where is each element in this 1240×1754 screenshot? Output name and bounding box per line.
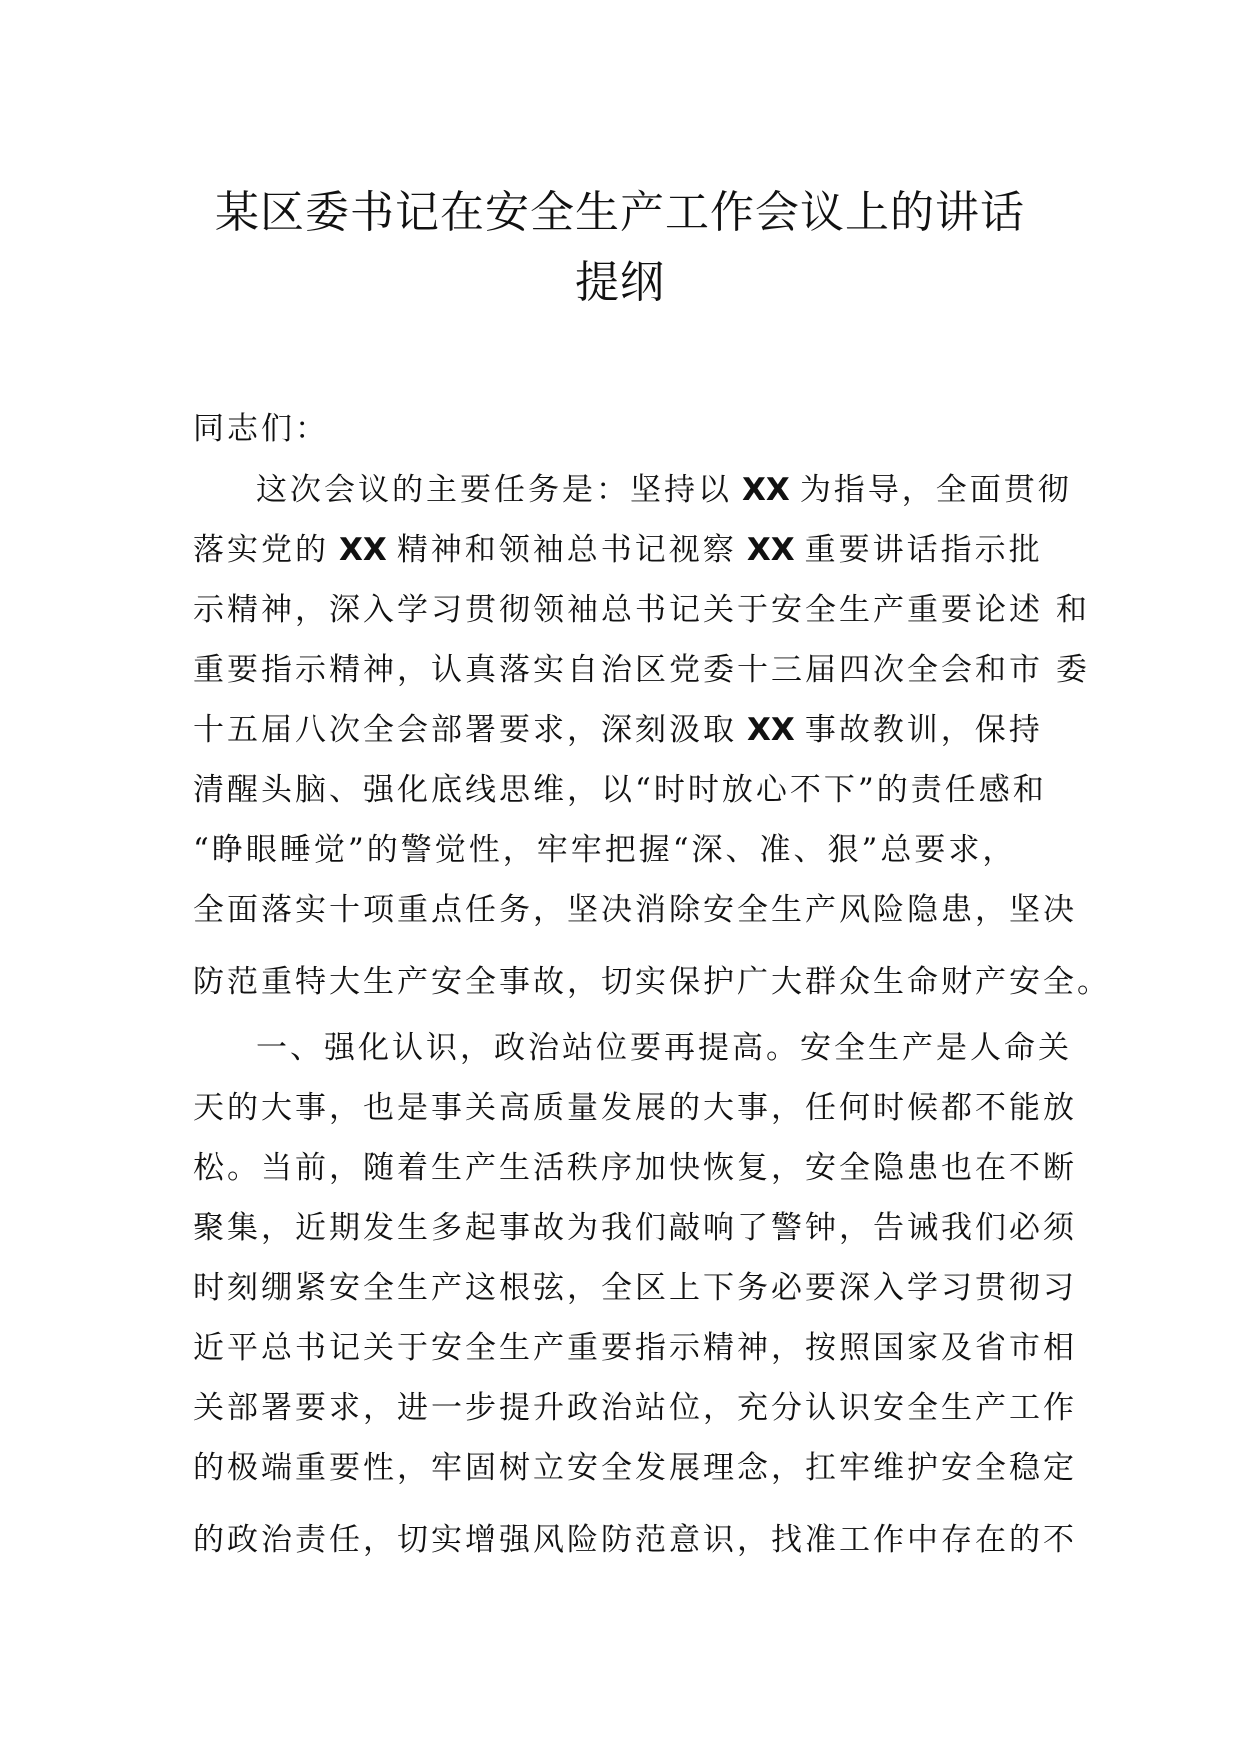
text-run: 精神和领袖总书记视察 (396, 532, 737, 568)
paragraph-line (193, 520, 1053, 580)
paragraph-line: 全面落实十项重点任务，坚决消除安全生产风险隐患，坚决 (193, 892, 1077, 928)
paragraph-intro (193, 460, 1111, 1012)
placeholder-xx: XX (747, 712, 795, 748)
paragraph-line: 的政治责任，切实增强风险防范意识，找准工作中存在的不 (193, 1522, 1077, 1558)
paragraph-line: 关部署要求，进一步提升政治站位，充分认识安全生产工作 (193, 1390, 1077, 1426)
paragraph-line: 一、强化认识，政治站位要再提高。安全生产是人命关 (256, 1030, 1072, 1066)
paragraph-line: 示精神，深入学习贯彻领袖总书记关于安全生产重要论述 和 (193, 592, 1090, 628)
paragraph-line: 近平总书记关于安全生产重要指示精神，按照国家及省市相 (193, 1330, 1077, 1366)
text-run: 事故教训，保持 (804, 712, 1043, 748)
salutation: 同志们： (193, 411, 329, 447)
paragraph-line: 的极端重要性，牢固树立安全发展理念，扛牢维护安全稳定 (193, 1450, 1077, 1486)
paragraph-line: 重要指示精神，认真落实自治区党委十三届四次全会和市 委 (193, 652, 1090, 688)
paragraph-section-1 (193, 1018, 1077, 1570)
paragraph-line (193, 460, 1072, 520)
paragraph-line: 时刻绷紧安全生产这根弦，全区上下务必要深入学习贯彻习 (193, 1270, 1077, 1306)
paragraph-line: 松。当前，随着生产生活秩序加快恢复，安全隐患也在不断 (193, 1150, 1077, 1186)
text-run: 落实党的 (193, 532, 329, 568)
title-line-1: 某区委书记在安全生产工作会议上的讲话 (215, 187, 1025, 238)
paragraph-line: “睁眼睡觉”的警觉性，牢牢把握“深、准、狠”总要求， (193, 832, 1017, 868)
text-run: 十五届八次全会部署要求，深刻汲取 (193, 712, 737, 748)
paragraph-line: 天的大事，也是事关高质量发展的大事，任何时候都不能放 (193, 1090, 1077, 1126)
text-run: 重要讲话指示批 (804, 532, 1043, 568)
paragraph-line: 聚集，近期发生多起事故为我们敲响了警钟，告诫我们必须 (193, 1210, 1077, 1246)
paragraph-line (193, 700, 1053, 760)
paragraph-line: 清醒头脑、强化底线思维，以“时时放心不下”的责任感和 (193, 772, 1047, 808)
text-run: 这次会议的主要任务是：坚持以 (256, 472, 732, 508)
paragraph-line: 防范重特大生产安全事故，切实保护广大群众生命财产安全。 (193, 964, 1111, 1000)
placeholder-xx: XX (339, 532, 387, 568)
document-title (150, 178, 1090, 318)
placeholder-xx: XX (746, 532, 795, 568)
text-run: 为指导，全面贯彻 (799, 472, 1072, 508)
title-line-2: 提纲 (575, 257, 665, 308)
placeholder-xx: XX (742, 472, 790, 508)
